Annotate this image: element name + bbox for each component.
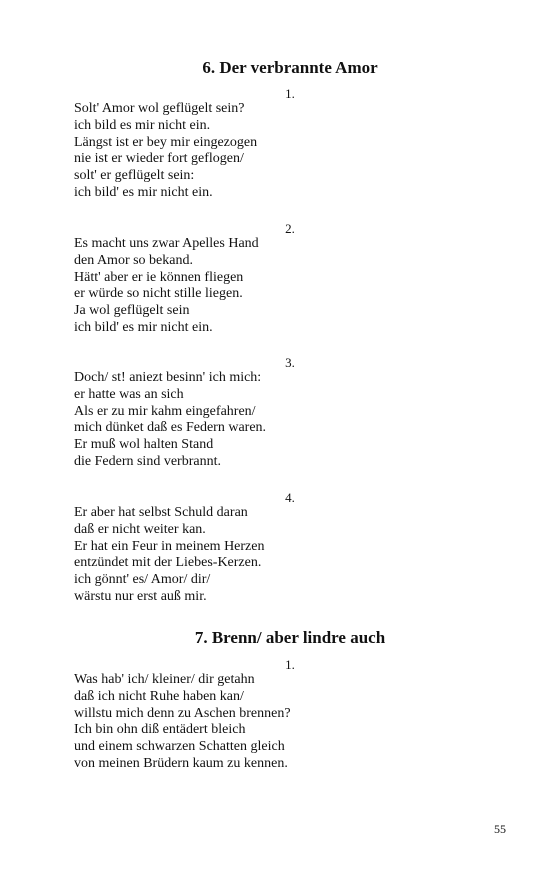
verse-line: Ich bin ohn diß entädert bleich — [74, 722, 246, 738]
verse-line: er würde so nicht stille liegen. — [74, 286, 243, 302]
verse-line: ich bild es mir nicht ein. — [74, 117, 211, 133]
stanza-number: 1. — [285, 657, 295, 672]
verse-line: Was hab' ich/ kleiner/ dir getahn — [74, 672, 255, 687]
verse-line: entzündet mit der Liebes-Kerzen. — [74, 555, 262, 571]
verse-line: Ja wol geflügelt sein — [74, 303, 190, 319]
stanza-number: 3. — [285, 355, 295, 370]
verse-line: Als er zu mir kahm eingefahren/ — [74, 403, 256, 419]
verse-line: Solt' Amor wol geflügelt sein? — [74, 101, 245, 116]
verse-line: Er aber hat selbst Schuld daran — [74, 505, 248, 520]
verse-line: Hätt' aber er ie können fliegen — [74, 269, 244, 285]
poem-title: 6. Der verbrannte Amor — [202, 58, 378, 77]
verse-line: daß er nicht weiter kan. — [74, 521, 206, 537]
verse-line: er hatte was an sich — [74, 386, 184, 402]
verse-line: Es macht uns zwar Apelles Hand — [74, 236, 259, 251]
verse-line: wärstu nur erst auß mir. — [74, 588, 207, 604]
verse-line: nie ist er wieder fort geflogen/ — [74, 151, 244, 167]
verse-line: Er muß wol halten Stand — [74, 437, 214, 453]
verse-line: ich bild' es mir nicht ein. — [74, 184, 213, 200]
stanza — [74, 370, 506, 471]
verse-line: Längst ist er bey mir eingezogen — [74, 134, 258, 150]
verse-line: ich bild' es mir nicht ein. — [74, 319, 213, 335]
stanza — [74, 505, 506, 606]
verse-line: Er hat ein Feur in meinem Herzen — [74, 538, 265, 554]
verse-line: Doch/ st! aniezt besinn' ich mich: — [74, 370, 262, 385]
stanza-number: 1. — [285, 86, 295, 101]
stanza — [74, 672, 506, 773]
verse-line: willstu mich denn zu Aschen brennen? — [74, 705, 291, 721]
verse-line: den Amor so bekand. — [74, 252, 193, 268]
stanza-number: 4. — [285, 490, 295, 505]
verse-line: solt' er geflügelt sein: — [74, 168, 195, 184]
stanza — [74, 236, 506, 337]
verse-line: daß ich nicht Ruhe haben kan/ — [74, 688, 244, 704]
verse-line: und einem schwarzen Schatten gleich — [74, 739, 285, 755]
page-number: 55 — [494, 822, 506, 836]
poem-title: 7. Brenn/ aber lindre auch — [194, 628, 386, 647]
stanza-number: 2. — [285, 221, 295, 236]
verse-line: ich gönnt' es/ Amor/ dir/ — [74, 572, 211, 588]
verse-line: von meinen Brüdern kaum zu kennen. — [74, 755, 288, 771]
stanza — [74, 101, 506, 202]
verse-line: mich dünket daß es Federn waren. — [74, 420, 267, 436]
verse-line: die Federn sind verbrannt. — [74, 453, 221, 469]
